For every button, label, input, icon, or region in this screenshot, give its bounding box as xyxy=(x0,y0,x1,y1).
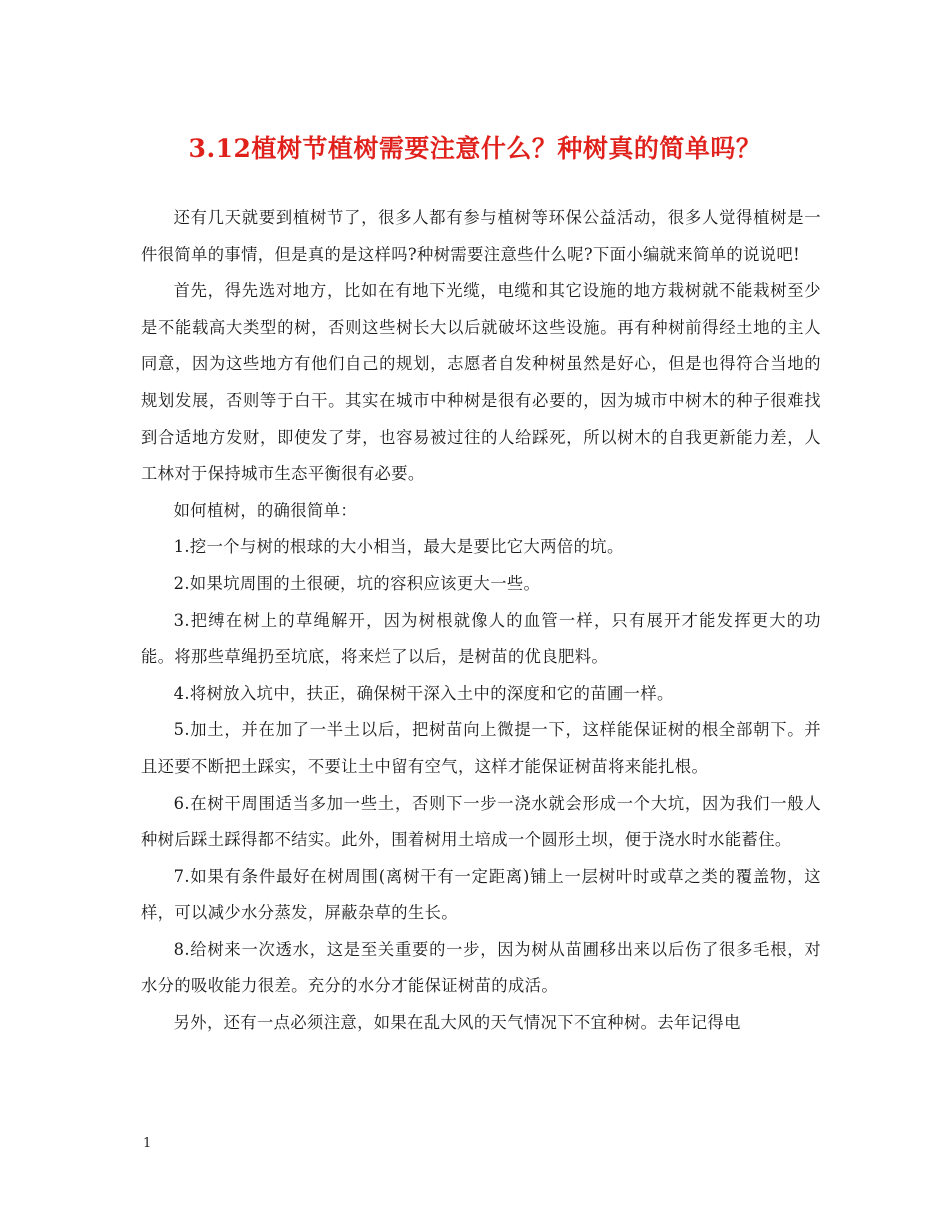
paragraph-additional-note: 另外，还有一点必须注意，如果在乱大风的天气情况下不宜种树。去年记得电 xyxy=(173,1013,741,1033)
list-item-step-6: 6.在树干周围适当多加一些土，否则下一步一浇水就会形成一个大坑，因为我们一般人种树后踩土踩得都不结实。此外，围着树用土培成一个圆形土坝，便于浇水时水能蓄住。 xyxy=(141,793,821,850)
list-item-step-1: 1.挖一个与树的根球的大小相当，最大是要比它大两倍的坑。 xyxy=(173,537,624,557)
list-item-step-3: 3.把缚在树上的草绳解开，因为树根就像人的血管一样，只有展开才能发挥更大的功能。将那些草绳扔至坑底，将来烂了以后，是树苗的优良肥料。 xyxy=(141,610,821,667)
list-item-step-2: 2.如果坑周围的土很硬，坑的容积应该更大一些。 xyxy=(173,573,541,593)
list-item-step-4: 4.将树放入坑中，扶正，确保树干深入土中的深度和它的苗圃一样。 xyxy=(173,683,674,703)
document-body xyxy=(141,200,821,1042)
list-item-step-8: 8.给树来一次透水，这是至关重要的一步，因为树从苗圃移出来以后伤了很多毛根，对水分的吸收能力很差。充分的水分才能保证树苗的成活。 xyxy=(141,939,821,996)
list-item-step-7: 7.如果有条件最好在树周围(离树干有一定距离)铺上一层树叶时或草之类的覆盖物，这样，可以减少水分蒸发，屏蔽杂草的生长。 xyxy=(141,866,821,923)
paragraph-location: 首先，得先选对地方，比如在有地下光缆，电缆和其它设施的地方栽树就不能栽树至少是不能载高大类型的树，否则这些树长大以后就破坏这些设施。再有种树前得经土地的主人同意，因为这些地方有他们自己的规划，志愿者自发种树虽然是好心，但是也得符合当地的规划发展，否则等于白干。其实在城市中种树是很有必要的，因为城市中树木的种子很难找到合适地方发财，即使发了芽，也容易被过往的人给踩死，所以树木的自我更新能力差，人工林对于保持城市生态平衡很有必要。 xyxy=(141,281,821,484)
document-title: 3.12植树节植树需要注意什么？种树真的简单吗？ xyxy=(188,134,762,163)
page-number: 1 xyxy=(143,1136,152,1151)
list-item-step-5: 5.加土，并在加了一半土以后，把树苗向上微提一下，这样能保证树的根全部朝下。并且还要不断把土踩实，不要让土中留有空气，这样才能保证树苗将来能扎根。 xyxy=(141,720,821,776)
paragraph-intro: 还有几天就要到植树节了，很多人都有参与植树等环保公益活动，很多人觉得植树是一件很简单的事情，但是真的是这样吗?种树需要注意些什么呢?下面小编就来简单的说说吧! xyxy=(141,208,821,264)
paragraph-how-to: 如何植树，的确很简单： xyxy=(173,500,358,520)
